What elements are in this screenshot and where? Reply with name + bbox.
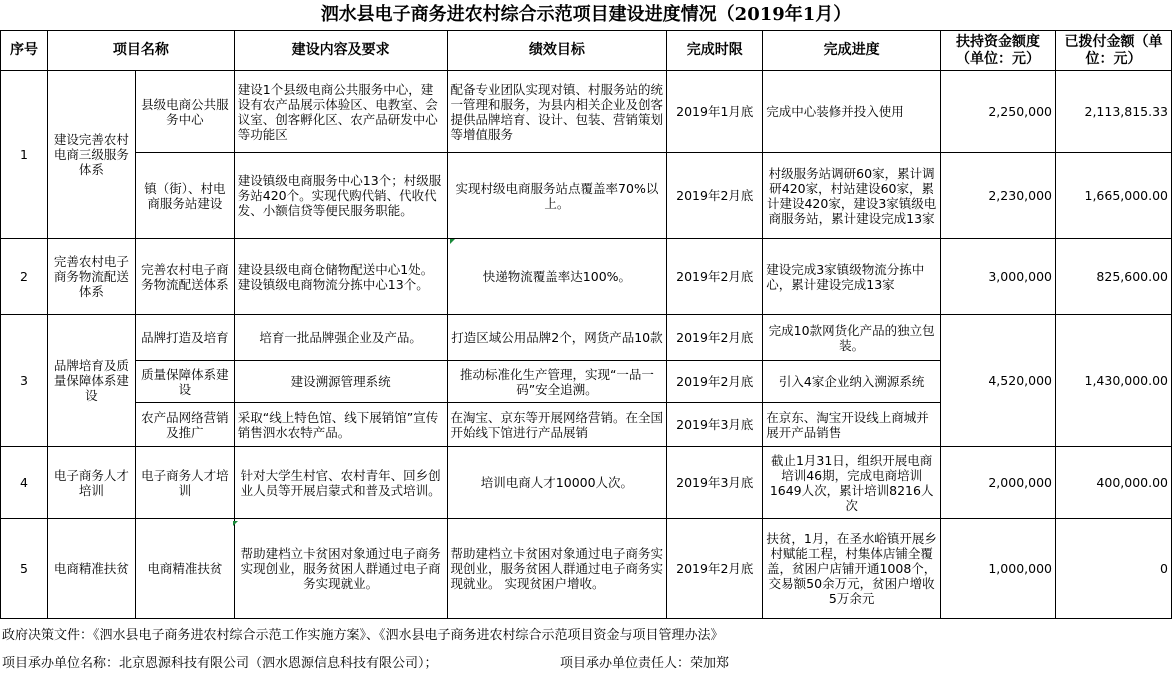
fund-cell: 2,250,000 [941, 71, 1056, 153]
progress-cell: 在京东、淘宝开设线上商城并展开产品销售 [763, 403, 941, 447]
progress-cell: 村级服务站调研60家，累计调研420家，村站建设60家，累计建设420家，建设3家镇级电商服务站，累计建设完成13家 [763, 153, 941, 239]
content-cell: 建设镇级电商服务中心13个；村级服务站420个。实现代购代销、代收代发、小额信贷等便民服务职能。 [234, 153, 447, 239]
cell-comment-marker [450, 239, 455, 244]
progress-cell: 引入4家企业纳入溯源系统 [763, 361, 941, 403]
paid-cell: 2,113,815.33 [1055, 71, 1171, 153]
goal-cell: 打造区域公用品牌2个，网货产品10款 [447, 315, 667, 361]
deadline-cell: 2019年2月底 [667, 315, 763, 361]
progress-table [0, 30, 1172, 619]
progress-cell: 截止1月31日，组织开展电商培训46期，完成电商培训1649人次，累计培训8216人次 [763, 447, 941, 519]
deadline-cell: 2019年3月底 [667, 447, 763, 519]
table-row [1, 315, 1172, 361]
header-name: 项目名称 [47, 31, 234, 71]
paid-cell: 825,600.00 [1055, 239, 1171, 315]
content-cell: 采取“线上特色馆、线下展销馆”宣传销售泗水农特产品。 [234, 403, 447, 447]
sub-item: 品牌打造及培育 [135, 315, 234, 361]
footer-policy: 政府决策文件：《泗水县电子商务进农村综合示范工作实施方案》、《泗水县电子商务进农村综合示范项目资金与项目管理办法》 [2, 628, 724, 643]
group-no: 3 [1, 315, 48, 447]
deadline-cell: 2019年2月底 [667, 519, 763, 619]
group-name: 建设完善农村电商三级服务体系 [47, 71, 135, 239]
fund-cell: 1,000,000 [941, 519, 1056, 619]
cell-comment-marker [233, 521, 238, 526]
sub-item: 电商精准扶贫 [135, 519, 234, 619]
group-no: 1 [1, 71, 48, 239]
header-deadline: 完成时限 [667, 31, 763, 71]
group-no: 2 [1, 239, 48, 315]
goal-cell: 在淘宝、京东等开展网络营销。在全国开始线下馆进行产品展销 [447, 403, 667, 447]
goal-cell: 快递物流覆盖率达100%。 [447, 239, 667, 315]
goal-cell: 实现村级电商服务站点覆盖率70%以上。 [447, 153, 667, 239]
content-cell: 建设溯源管理系统 [234, 361, 447, 403]
deadline-cell: 2019年2月底 [667, 153, 763, 239]
goal-cell: 配备专业团队实现对镇、村服务站的统一管理和服务，为县内相关企业及创客提供品牌培育、设计、包装、营销策划等增值服务 [447, 71, 667, 153]
sub-item: 电子商务人才培训 [135, 447, 234, 519]
group-no: 4 [1, 447, 48, 519]
progress-cell: 建设完成3家镇级物流分拣中心，累计建设完成13家 [763, 239, 941, 315]
content-cell: 建设县级电商仓储物配送中心1处。建设镇级电商物流分拣中心13个。 [234, 239, 447, 315]
table-row [1, 71, 1172, 153]
sub-item: 镇（街）、村电商服务站建设 [135, 153, 234, 239]
goal-cell: 培训电商人才10000人次。 [447, 447, 667, 519]
group-name: 完善农村电子商务物流配送体系 [47, 239, 135, 315]
header-goal: 绩效目标 [447, 31, 667, 71]
progress-cell: 扶贫，1月，在圣水峪镇开展乡村赋能工程，村集体店铺全覆盖，贫困户店铺开通1008个，交易额50余万元，贫困户增收5万余元 [763, 519, 941, 619]
progress-cell: 完成10款网货化产品的独立包装。 [763, 315, 941, 361]
fund-cell: 2,230,000 [941, 153, 1056, 239]
deadline-cell: 2019年2月底 [667, 239, 763, 315]
footer-owner: 项目承办单位责任人：荣加郑 [560, 656, 730, 671]
group-name: 品牌培育及质量保障体系建设 [47, 315, 135, 447]
table-row [1, 447, 1172, 519]
goal-cell: 推动标准化生产管理，实现“一品一码”安全追溯。 [447, 361, 667, 403]
deadline-cell: 2019年3月底 [667, 403, 763, 447]
header-content: 建设内容及要求 [234, 31, 447, 71]
table-row [1, 519, 1172, 619]
paid-cell: 1,665,000.00 [1055, 153, 1171, 239]
deadline-cell: 2019年2月底 [667, 361, 763, 403]
content-cell: 建设1个县级电商公共服务中心，建设有农产品展示体验区、电教室、会议室、创客孵化区、农产品研发中心等功能区 [234, 71, 447, 153]
sub-item: 农产品网络营销及推广 [135, 403, 234, 447]
paid-cell: 0 [1055, 519, 1171, 619]
header-progress: 完成进度 [763, 31, 941, 71]
fund-cell: 3,000,000 [941, 239, 1056, 315]
fund-cell: 2,000,000 [941, 447, 1056, 519]
content-cell: 针对大学生村官、农村青年、回乡创业人员等开展启蒙式和普及式培训。 [234, 447, 447, 519]
header-fund: 扶持资金额度（单位：元） [941, 31, 1056, 71]
paid-cell: 1,430,000.00 [1055, 315, 1171, 447]
deadline-cell: 2019年1月底 [667, 71, 763, 153]
sub-item: 完善农村电子商务物流配送体系 [135, 239, 234, 315]
header-no: 序号 [1, 31, 48, 71]
group-name: 电子商务人才培训 [47, 447, 135, 519]
page-title: 泗水县电子商务进农村综合示范项目建设进度情况（2019年1月） [320, 4, 852, 25]
sub-item: 质量保障体系建设 [135, 361, 234, 403]
header-paid: 已拨付金额（单位：元） [1055, 31, 1171, 71]
paid-cell: 400,000.00 [1055, 447, 1171, 519]
fund-cell: 4,520,000 [941, 315, 1056, 447]
footer-unit: 项目承办单位名称：北京恩源科技有限公司（泗水恩源信息科技有限公司）； [2, 656, 438, 671]
content-cell: 帮助建档立卡贫困对象通过电子商务实现创业，服务贫困人群通过电子商务实现就业。 [234, 519, 447, 619]
group-name: 电商精准扶贫 [47, 519, 135, 619]
sub-item: 县级电商公共服务中心 [135, 71, 234, 153]
table-row [1, 153, 1172, 239]
content-cell: 培育一批品牌强企业及产品。 [234, 315, 447, 361]
table-row [1, 239, 1172, 315]
goal-cell: 帮助建档立卡贫困对象通过电子商务实现创业，服务贫困人群通过电子商务实现就业。 实现贫困户增收。 [447, 519, 667, 619]
progress-cell: 完成中心装修并投入使用 [763, 71, 941, 153]
group-no: 5 [1, 519, 48, 619]
header-row [1, 31, 1172, 71]
